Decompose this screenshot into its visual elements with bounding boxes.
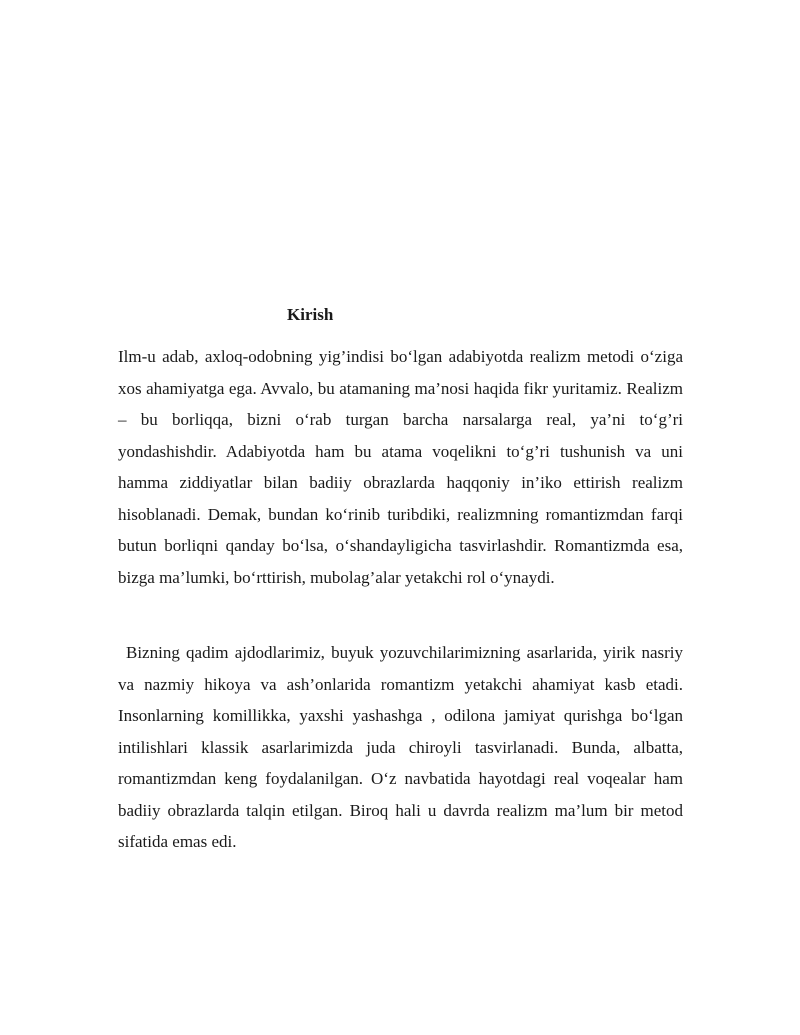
paragraph-1: Ilm-u adab, axloq-odobning yig’indisi bo‘lgan adabiyotda realizm metodi o‘ziga xos ahamiyatga ega. Avvalo, bu atamaning ma’nosi haqida fikr yuritamiz. Realizm – bu borliqqa, bizni o‘rab turgan barcha narsalarga real, ya’ni to‘g’ri yondashishdir. Adabiyotda ham bu atama voqelikni to‘g’ri tushunish va uni hamma ziddiyatlar bilan badiiy obrazlarda haqqoniy in’iko ettirish realizm hisoblanadi. Demak, bundan ko‘rinib turibdiki, realizmning romantizmdan farqi butun borliqni qanday bo‘lsa, o‘shandayligicha tasvirlashdir. Romantizmda esa, bizga ma’lumki, bo‘rttirish, mubolag’alar yetakchi rol o‘ynaydi. (118, 347, 683, 587)
paragraph-2: Bizning qadim ajdodlarimiz, buyuk yozuvchilarimizning asarlarida, yirik nasriy va nazmiy hikoya va ash’onlarida romantizm yetakchi ahamiyat kasb etadi. Insonlarning komillikka, yaxshi yashashga , odilona jamiyat qurishga bo‘lgan intilishlari klassik asarlarimizda juda chiroyli tasvirlanadi. Bunda, albatta, romantizmdan keng foydalanilgan. O‘z navbatida hayotdagi real voqealar ham badiiy obrazlarda talqin etilgan. Biroq hali u davrda realizm ma’lum bir metod sifatida emas edi. (118, 643, 683, 851)
document-heading: Kirish (287, 305, 334, 324)
